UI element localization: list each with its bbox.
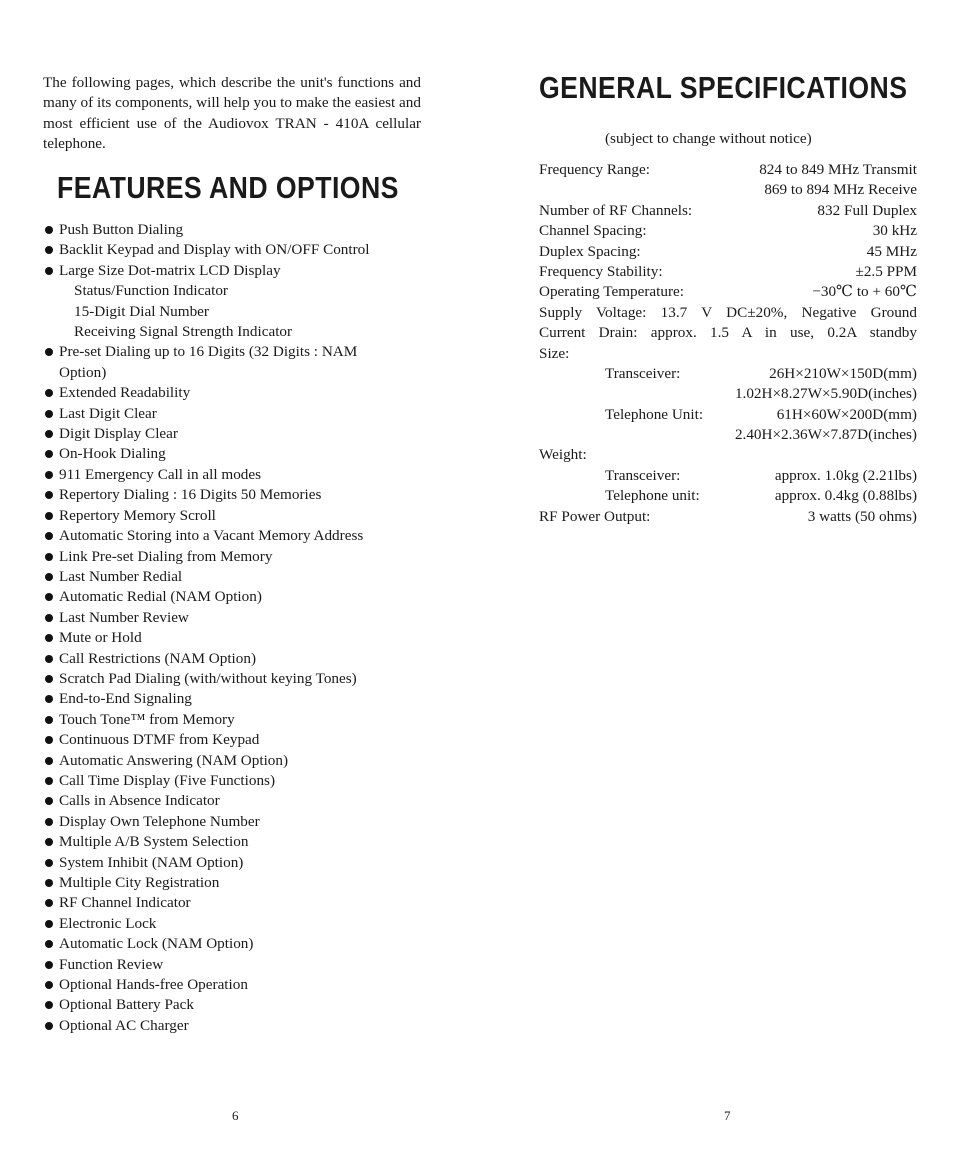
feature-item	[43, 751, 427, 771]
spec-sublabel: Transceiver:	[605, 466, 681, 484]
feature-text: Link Pre-set Dialing from Memory	[59, 547, 273, 565]
feature-item	[43, 975, 427, 995]
feature-text: RF Channel Indicator	[59, 894, 191, 912]
bullet-icon	[45, 267, 53, 275]
feature-text: Push Button Dialing	[59, 221, 184, 238]
spec-row-size-phone	[539, 405, 917, 425]
feature-item	[43, 363, 427, 383]
feature-item	[43, 710, 427, 730]
bullet-icon	[45, 797, 53, 805]
feature-text: Repertory Dialing : 16 Digits 50 Memories	[59, 486, 322, 504]
feature-text: System Inhibit (NAM Option)	[59, 853, 244, 871]
spec-row-stability	[539, 262, 917, 282]
bullet-icon	[45, 450, 53, 458]
feature-item	[43, 547, 427, 567]
feature-text: 911 Emergency Call in all modes	[59, 465, 262, 483]
spec-row-current	[539, 323, 917, 343]
bullet-icon	[45, 920, 53, 928]
feature-item	[43, 689, 427, 709]
bullet-icon	[45, 838, 53, 846]
bullet-icon	[45, 1001, 53, 1009]
specs-note: (subject to change without notice)	[605, 130, 812, 147]
spec-value: 26H×210W×150D(mm)	[769, 364, 917, 382]
spec-line: Current Drain: approx. 1.5 A in use, 0.2A standby	[539, 324, 917, 342]
spec-value: 30 kHz	[872, 222, 917, 240]
feature-text: Optional Hands-free Operation	[59, 976, 248, 994]
feature-item	[43, 404, 427, 424]
feature-item	[43, 832, 427, 852]
bullet-icon	[45, 818, 53, 826]
bullet-icon	[45, 961, 53, 969]
spec-label: Weight:	[539, 446, 587, 464]
bullet-icon	[45, 940, 53, 948]
feature-item	[43, 587, 427, 607]
feature-text: Multiple A/B System Selection	[59, 833, 249, 851]
spec-row-size-phone-in	[539, 425, 917, 445]
spec-row-weight-phone	[539, 486, 917, 506]
feature-item	[43, 812, 427, 832]
feature-text: 15-Digit Dial Number	[74, 302, 209, 320]
bullet-icon	[45, 757, 53, 765]
spec-label: RF Power Output:	[539, 507, 651, 525]
bullet-icon	[45, 553, 53, 561]
feature-text: End-to-End Signaling	[59, 690, 192, 708]
feature-item	[43, 955, 427, 975]
bullet-icon	[45, 573, 53, 581]
bullet-icon	[45, 226, 53, 234]
spec-sublabel: Telephone Unit:	[605, 405, 704, 423]
feature-item	[43, 322, 427, 342]
feature-item	[43, 261, 427, 281]
bullet-icon	[45, 389, 53, 397]
spec-label: Size:	[539, 344, 570, 362]
spec-value: 832 Full Duplex	[817, 201, 917, 219]
feature-text: Scratch Pad Dialing (with/without keying Tones)	[59, 669, 357, 687]
spec-value: 869 to 894 MHz Receive	[764, 181, 917, 199]
feature-text: Optional Battery Pack	[59, 996, 194, 1014]
feature-text: Last Number Redial	[59, 567, 183, 585]
bullet-icon	[45, 246, 53, 254]
feature-item	[43, 1016, 427, 1036]
feature-item	[43, 873, 427, 893]
spec-line: Supply Voltage: 13.7 V DC±20%, Negative Ground	[539, 303, 917, 321]
feature-text: Call Restrictions (NAM Option)	[59, 649, 256, 667]
bullet-icon	[45, 736, 53, 744]
spec-label: Duplex Spacing:	[539, 242, 641, 260]
spec-value: 824 to 849 MHz Transmit	[759, 161, 917, 178]
bullet-icon	[45, 491, 53, 499]
spec-row-rf-power	[539, 507, 917, 527]
feature-item	[43, 485, 427, 505]
spec-row-temperature	[539, 282, 917, 302]
spec-value: approx. 1.0kg (2.21lbs)	[774, 466, 917, 484]
feature-item	[43, 444, 427, 464]
spec-label: Frequency Stability:	[539, 262, 663, 280]
bullet-icon	[45, 695, 53, 703]
bullet-icon	[45, 675, 53, 683]
spec-row-size-transceiver-in	[539, 384, 917, 404]
spec-sublabel: Transceiver:	[605, 364, 681, 382]
feature-text: Option)	[59, 363, 107, 381]
feature-item	[43, 302, 427, 322]
feature-text: Mute or Hold	[59, 629, 142, 647]
bullet-icon	[45, 471, 53, 479]
feature-item	[43, 240, 427, 260]
feature-text: Calls in Absence Indicator	[59, 792, 220, 810]
feature-text: Digit Display Clear	[59, 425, 178, 443]
spec-value: −30℃ to + 60℃	[812, 283, 917, 301]
bullet-icon	[45, 410, 53, 418]
spec-label: Operating Temperature:	[539, 283, 684, 301]
spec-row-channels	[539, 201, 917, 221]
feature-text: Electronic Lock	[59, 914, 157, 932]
feature-item	[43, 567, 427, 587]
feature-item	[43, 424, 427, 444]
bullet-icon	[45, 532, 53, 540]
feature-item	[43, 465, 427, 485]
bullet-icon	[45, 899, 53, 907]
bullet-icon	[45, 430, 53, 438]
feature-text: Multiple City Registration	[59, 874, 220, 891]
feature-item	[43, 281, 427, 301]
feature-text: Automatic Storing into a Vacant Memory Address	[59, 527, 364, 545]
spec-value: 2.40H×2.36W×7.87D(inches)	[734, 426, 917, 444]
spec-value: ±2.5 PPM	[855, 262, 917, 280]
feature-text: Call Time Display (Five Functions)	[59, 771, 276, 789]
spec-row-frequency	[539, 160, 917, 180]
bullet-icon	[45, 777, 53, 785]
intro-paragraph: The following pages, which describe the unit's functions and many of its components, will help you to make the easiest and most efficient use of the Audiovox TRAN - 410A cellular telephone.	[43, 74, 421, 153]
spec-row-frequency-rx	[539, 180, 917, 200]
features-list	[43, 220, 427, 1036]
bullet-icon	[45, 614, 53, 622]
spec-value: 45 MHz	[866, 242, 917, 260]
feature-text: Last Number Review	[59, 608, 189, 626]
feature-item	[43, 383, 427, 403]
spec-row-channel-spacing	[539, 221, 917, 241]
feature-text: Automatic Answering (NAM Option)	[59, 751, 289, 769]
bullet-icon	[45, 716, 53, 724]
page-number-left: 6	[232, 1108, 239, 1123]
bullet-icon	[45, 879, 53, 887]
feature-text: Large Size Dot-matrix LCD Display	[59, 261, 281, 279]
feature-item	[43, 771, 427, 791]
feature-text: Pre-set Dialing up to 16 Digits (32 Digits : NAM	[59, 343, 358, 361]
spec-value: approx. 0.4kg (0.88lbs)	[774, 487, 917, 505]
feature-text: Automatic Lock (NAM Option)	[59, 935, 254, 953]
feature-text: Last Digit Clear	[59, 404, 157, 422]
feature-item	[43, 506, 427, 526]
page-number-right: 7	[724, 1108, 731, 1123]
feature-text: Display Own Telephone Number	[59, 812, 260, 830]
feature-item	[43, 730, 427, 750]
spec-value: 61H×60W×200D(mm)	[776, 405, 917, 423]
feature-item	[43, 628, 427, 648]
feature-item	[43, 342, 427, 362]
feature-item	[43, 995, 427, 1015]
feature-item	[43, 934, 427, 954]
bullet-icon	[45, 981, 53, 989]
bullet-icon	[45, 512, 53, 520]
feature-text: Function Review	[59, 955, 164, 973]
spec-row-size-transceiver	[539, 364, 917, 384]
feature-item	[43, 526, 427, 546]
spec-value: 1.02H×8.27W×5.90D(inches)	[734, 385, 917, 403]
spec-row-size	[539, 344, 917, 364]
bullet-icon	[45, 1022, 53, 1030]
spec-value: 3 watts (50 ohms)	[807, 507, 917, 525]
feature-text: Receiving Signal Strength Indicator	[74, 323, 293, 341]
specs-table	[539, 160, 917, 527]
spec-row-duplex-spacing	[539, 242, 917, 262]
spec-label: Number of RF Channels:	[539, 201, 693, 219]
spec-row-weight	[539, 445, 917, 465]
feature-item	[43, 649, 427, 669]
feature-text: On-Hook Dialing	[59, 445, 166, 463]
spec-sublabel: Telephone unit:	[605, 487, 700, 505]
feature-text: Backlit Keypad and Display with ON/OFF Control	[59, 241, 370, 259]
feature-text: Repertory Memory Scroll	[59, 506, 216, 524]
bullet-icon	[45, 655, 53, 663]
spec-row-supply	[539, 303, 917, 323]
feature-item	[43, 893, 427, 913]
feature-text: Status/Function Indicator	[74, 282, 228, 300]
bullet-icon	[45, 634, 53, 642]
feature-text: Continuous DTMF from Keypad	[59, 731, 260, 749]
feature-text: Automatic Redial (NAM Option)	[59, 588, 262, 606]
feature-text: Extended Readability	[59, 384, 191, 402]
feature-item	[43, 914, 427, 934]
bullet-icon	[45, 348, 53, 356]
features-title: FEATURES AND OPTIONS	[57, 170, 399, 205]
spec-row-weight-transceiver	[539, 466, 917, 486]
specs-title: GENERAL SPECIFICATIONS	[539, 70, 908, 105]
feature-item	[43, 608, 427, 628]
feature-item	[43, 791, 427, 811]
bullet-icon	[45, 859, 53, 867]
feature-item	[43, 853, 427, 873]
feature-text: Touch Tone™ from Memory	[59, 710, 235, 728]
feature-text: Optional AC Charger	[59, 1016, 189, 1034]
feature-item	[43, 220, 427, 240]
bullet-icon	[45, 593, 53, 601]
spec-label: Frequency Range:	[539, 161, 650, 178]
feature-item	[43, 669, 427, 689]
spec-label: Channel Spacing:	[539, 222, 647, 240]
